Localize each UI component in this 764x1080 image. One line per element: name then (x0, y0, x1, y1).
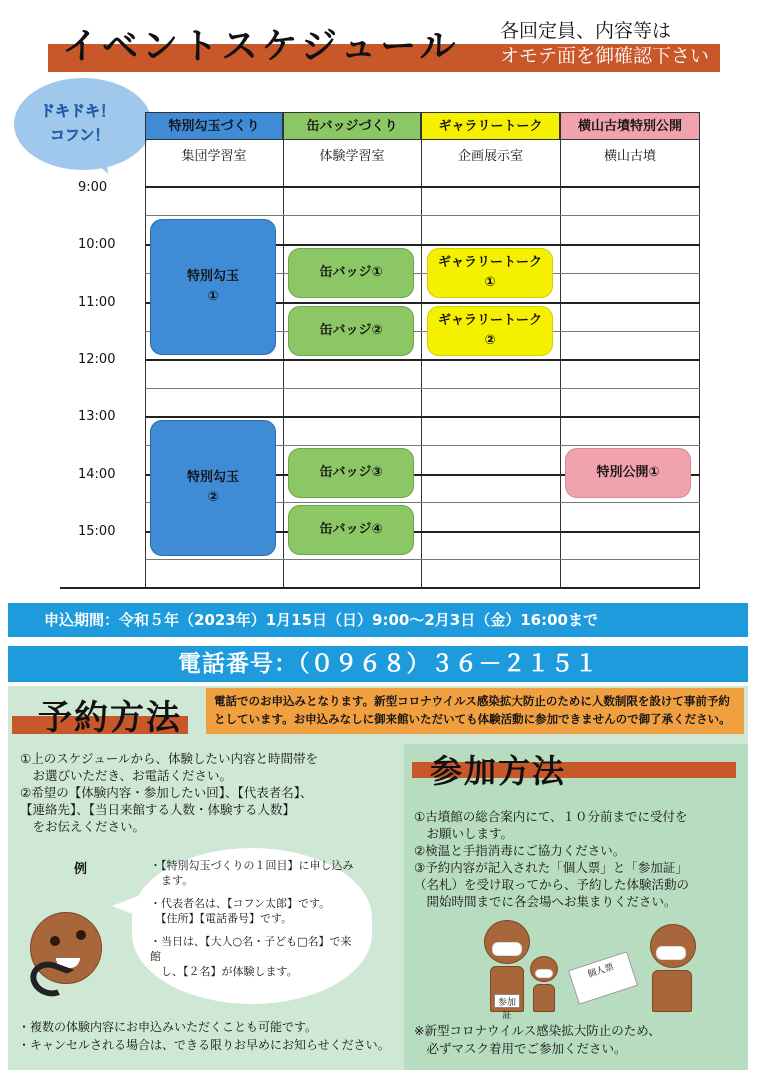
grid-line (145, 388, 700, 389)
reservation-note-line1: 電話でのお申込みとなります。新型コロナウイルス感染拡大防止のために人数制限を設けて事前予約 (214, 694, 730, 708)
grid-line (145, 416, 700, 418)
bubble-text-line2: コフン！ (50, 126, 110, 144)
example-line: 【住所】【電話番号】です。 (150, 912, 293, 925)
step-line: ②希望の【体験内容・参加したい回】、【代表者名】、 (20, 785, 313, 800)
event-line1: 特別公開① (596, 465, 660, 480)
reservation-note-line2: としています。お申込みなしに御来館いただいても体験活動に参加できませんので御了承ください。 (214, 712, 731, 726)
column-room: 横山古墳 (603, 149, 656, 164)
event-line2: ① (207, 289, 219, 304)
participation-steps (414, 808, 740, 910)
event-line1: 特別勾玉 (186, 269, 239, 284)
event-magatama-2 (150, 420, 276, 556)
example-text (150, 858, 360, 979)
mask-icon (656, 946, 686, 960)
grid-line (145, 215, 700, 216)
header-note-line2: オモテ面を御確認下さい (500, 45, 710, 67)
event-line2: ② (484, 333, 496, 348)
example-line: ・当日は、【大人○名・子ども□名】で来館 (150, 935, 352, 963)
event-line1: ギャラリートーク (437, 255, 542, 270)
step-line: をお伝えください。 (20, 819, 146, 834)
event-gallery-2 (427, 306, 553, 356)
mask-icon (535, 969, 553, 978)
event-badge-2 (288, 306, 414, 356)
character-eye (50, 936, 60, 946)
mask-icon (492, 942, 522, 956)
time-label: 11:00 (78, 295, 116, 310)
grid-line (145, 186, 700, 188)
character-eye (76, 930, 86, 940)
event-badge-1 (288, 248, 414, 298)
example-line: ます。 (150, 874, 194, 887)
column-room: 体験学習室 (319, 149, 385, 164)
time-label: 9:00 (78, 180, 108, 195)
step-line: ③予約内容が記入された「個人票」と「参加証」 (414, 860, 688, 875)
example-line: ・【特別勾玉づくりの１回目】に申し込み (150, 859, 354, 872)
example-line: し、【２名】が体験します。 (150, 965, 298, 978)
event-line1: ギャラリートーク (437, 313, 542, 328)
event-tumulus-1 (565, 448, 691, 498)
step-line: 開始時間までに各会場へお集まりください。 (414, 894, 677, 909)
event-line1: 缶バッジ③ (319, 465, 383, 480)
grid-line (145, 112, 146, 588)
step-line: （名札）を受け取ってから、予約した体験活動の (414, 877, 690, 892)
page-title: イベントスケジュール (62, 26, 460, 67)
child-character-body (533, 984, 555, 1012)
event-line1: 特別勾玉 (186, 470, 239, 485)
column-header-magatama: 特別勾玉づくり (145, 112, 283, 140)
column-room: 集団学習室 (181, 149, 247, 164)
phone-number-bar: 電話番号：（０９６８）３６－２１５１ (8, 646, 748, 682)
column-room: 企画展示室 (457, 149, 523, 164)
grid-line (283, 112, 284, 588)
column-header-gallery: ギャラリートーク (421, 112, 560, 140)
event-line1: 缶バッジ④ (319, 522, 383, 537)
time-label: 13:00 (78, 409, 116, 424)
step-line: ①上のスケジュールから、体験したい内容と時間帯を (20, 751, 318, 766)
header-note-line1: 各回定員、内容等は (500, 20, 672, 42)
time-label: 14:00 (78, 467, 116, 482)
example-line (150, 888, 360, 896)
grid-line (145, 559, 700, 560)
reservation-steps (20, 750, 380, 835)
example-line (150, 926, 360, 934)
grid-line (560, 112, 561, 588)
reservation-notes (18, 1018, 398, 1054)
mask-note-line1: ※新型コロナウイルス感染拡大防止のため、 (414, 1023, 661, 1038)
event-badge-4 (288, 505, 414, 555)
event-gallery-1 (427, 248, 553, 298)
personal-card: 個人票 (568, 951, 638, 1004)
reservation-note (206, 688, 744, 734)
participation-title: 参加方法 (430, 752, 567, 790)
note-line: ・複数の体験内容にお申込みいただくことも可能です。 (18, 1020, 318, 1034)
reservation-title: 予約方法 (38, 698, 182, 738)
participation-tag: 参加証 (494, 994, 520, 1008)
grid-line (145, 359, 700, 361)
note-line: ・キャンセルされる場合は、できる限りお早めにお知らせください。 (18, 1038, 390, 1052)
event-line2: ② (207, 490, 219, 505)
event-line2: ① (484, 275, 496, 290)
mask-note (414, 1022, 744, 1058)
step-line: お選びいただき、お電話ください。 (20, 768, 233, 783)
step-line: ②検温と手指消毒にご協力ください。 (414, 843, 626, 858)
column-header-badge: 缶バッジづくり (283, 112, 421, 140)
staff-character-body (652, 970, 692, 1012)
time-label: 12:00 (78, 352, 116, 367)
grid-line (421, 112, 422, 588)
mask-note-line2: 必ずマスク着用でご参加ください。 (414, 1041, 627, 1056)
grid-line (699, 112, 700, 588)
time-label: 10:00 (78, 237, 116, 252)
step-line: ①古墳館の総合案内にて、１０分前までに受付を (414, 809, 688, 824)
time-label: 15:00 (78, 524, 116, 539)
event-line1: 缶バッジ② (319, 323, 383, 338)
event-badge-3 (288, 448, 414, 498)
step-line: お願いします。 (414, 826, 514, 841)
apply-period-bar: 申込期間：令和５年（2023年）1月15日（日）9:00～2月3日（金）16:00まで (8, 603, 748, 637)
event-magatama-1 (150, 219, 276, 355)
example-line: ・代表者名は、【コフン太郎】です。 (150, 897, 331, 910)
event-line1: 缶バッジ① (319, 265, 383, 280)
bubble-text-line1: ドキドキ！ (40, 102, 116, 120)
grid-bottom-line (60, 587, 700, 589)
column-header-tumulus: 横山古墳特別公開 (560, 112, 700, 140)
example-label: 例 (74, 862, 88, 877)
step-line: 【連絡先】、【当日来館する人数・体験する人数】 (20, 802, 296, 817)
